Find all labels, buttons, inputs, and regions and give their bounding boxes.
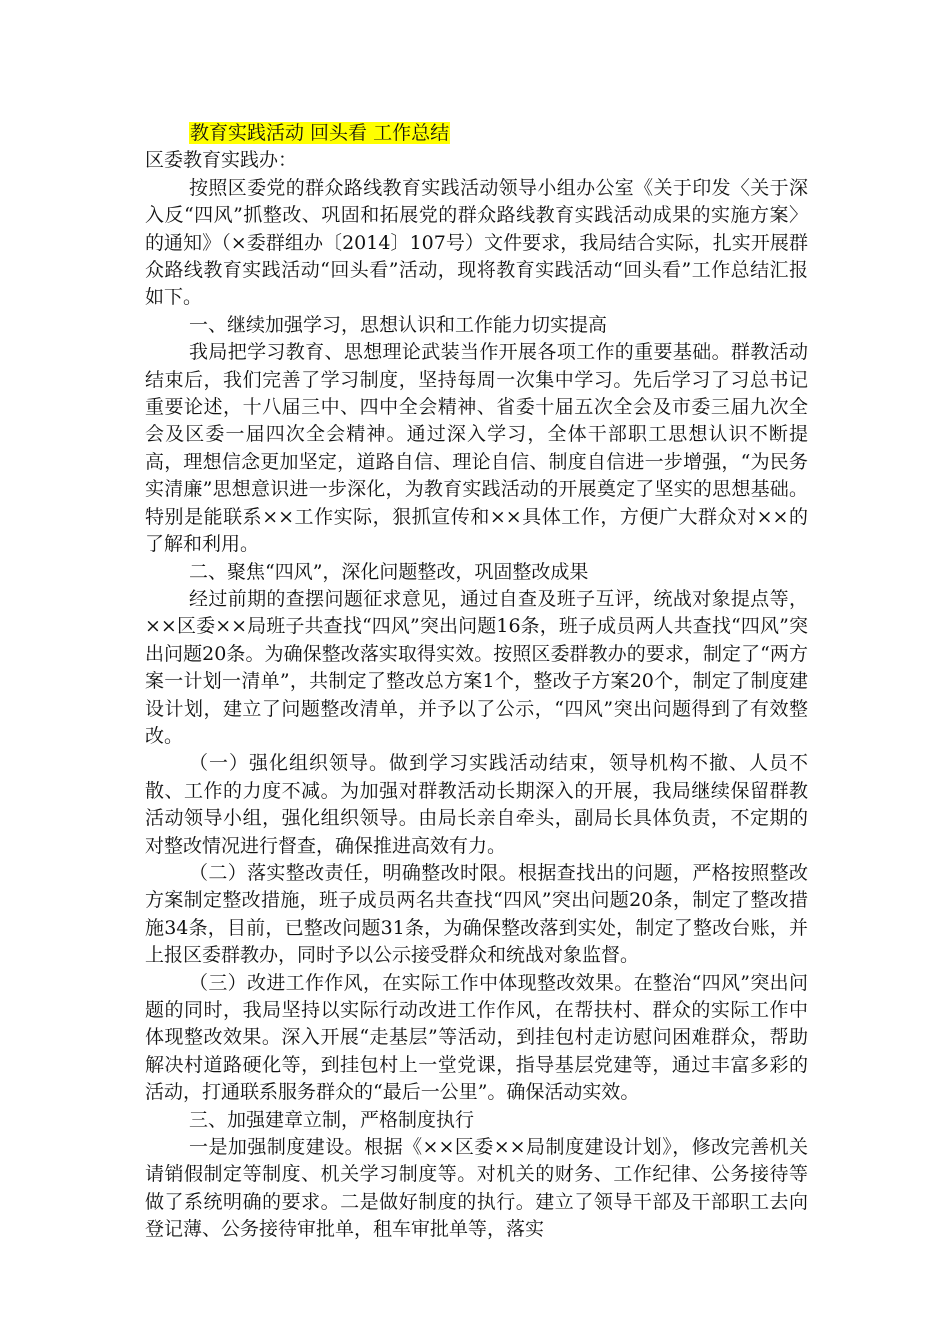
paragraph-rectification: 经过前期的查摆问题征求意见，通过自查及班子互评，统战对象提点等，××区委××局班子共查找“四风”突出问题16条，班子成员两人共查找“四风”突出问题20条。为确保整改落实取得实效。按照区委群教办的要求，制定了“两方案一计划一清单”，共制定了整改总方案1个，整改子方案20个，制定了制度建设计划，建立了问题整改清单，并予以了公示，“四风”突出问题得到了有效整改。 — [145, 587, 808, 747]
paragraph-systems: 一是加强制度建设。根据《××区委××局制度建设计划》，修改完善机关请销假制定等制度、机关学习制度等。对机关的财务、工作纪律、公务接待等做了系统明确的要求。二是做好制度的执行。建立了领导干部及干部职工去向登记薄、公务接待审批单，租车审批单等，落实 — [145, 1136, 808, 1241]
paragraph-leadership: （一）强化组织领导。做到学习实践活动结束，领导机构不撤、人员不散、工作的力度不减。为加强对群教活动长期深入的开展，我局继续保留群教活动领导小组，强化组织领导。由局长亲自牵头，副局长具体负责，不定期的对整改情况进行督查，确保推进高效有力。 — [145, 752, 808, 857]
paragraph-work-style: （三）改进工作作风，在实际工作中体现整改效果。在整治“四风”突出问题的同时，我局坚持以实际行动改进工作作风，在帮扶村、群众的实际工作中体现整改效果。深入开展“走基层”等活动，到挂包村走访慰问困难群众，帮助解决村道路硬化等，到挂包村上一堂党课，指导基层党建等，通过丰富多彩的活动，打通联系服务群众的“最后一公里”。确保活动实效。 — [145, 971, 808, 1104]
paragraph-study: 我局把学习教育、思想理论武装当作开展各项工作的重要基础。群教活动结束后，我们完善了学习制度，坚持每周一次集中学习。先后学习了习总书记重要论述，十八届三中、四中全会精神、省委十届五次全会及市委三届九次全会及区委一届四次全会精神。通过深入学习，全体干部职工思想认识不断提高，理想信念更加坚定，道路自信、理论自信、制度自信进一步增强，“为民务实清廉”思想意识进一步深化，为教育实践活动的开展奠定了坚实的思想基础。特别是能联系××工作实际，狠抓宣传和××具体工作，方便广大群众对××的了解和利用。 — [145, 341, 808, 556]
title-line — [145, 120, 808, 147]
paragraph-intro: 按照区委党的群众路线教育实践活动领导小组办公室《关于印发〈关于深入反“四风”抓整改、巩固和拓展党的群众路线教育实践活动成果的实施方案〉的通知》（×委群组办〔2014〕107号）文件要求，我局结合实际，扎实开展群众路线教育实践活动“回头看”活动，现将教育实践活动“回头看”工作总结汇报如下。 — [145, 176, 808, 309]
paragraph-responsibility: （二）落实整改责任，明确整改时限。根据查找出的问题，严格按照整改方案制定整改措施，班子成员两名共查找“四风”突出问题20条，制定了整改措施34条，目前，已整改问题31条，为确保整改落到实处，制定了整改台账，并上报区委群教办，同时予以公示接受群众和统战对象监督。 — [145, 861, 808, 967]
document-title: 教育实践活动 回头看 工作总结 — [190, 122, 450, 144]
document-page — [145, 120, 808, 1244]
salutation: 区委教育实践办： — [145, 149, 298, 172]
heading-section-1: 一、继续加强学习，思想认识和工作能力切实提高 — [189, 313, 608, 336]
heading-section-2: 二、聚焦“四风”，深化问题整改，巩固整改成果 — [189, 560, 589, 583]
heading-section-3: 三、加强建章立制，严格制度执行 — [189, 1108, 475, 1131]
